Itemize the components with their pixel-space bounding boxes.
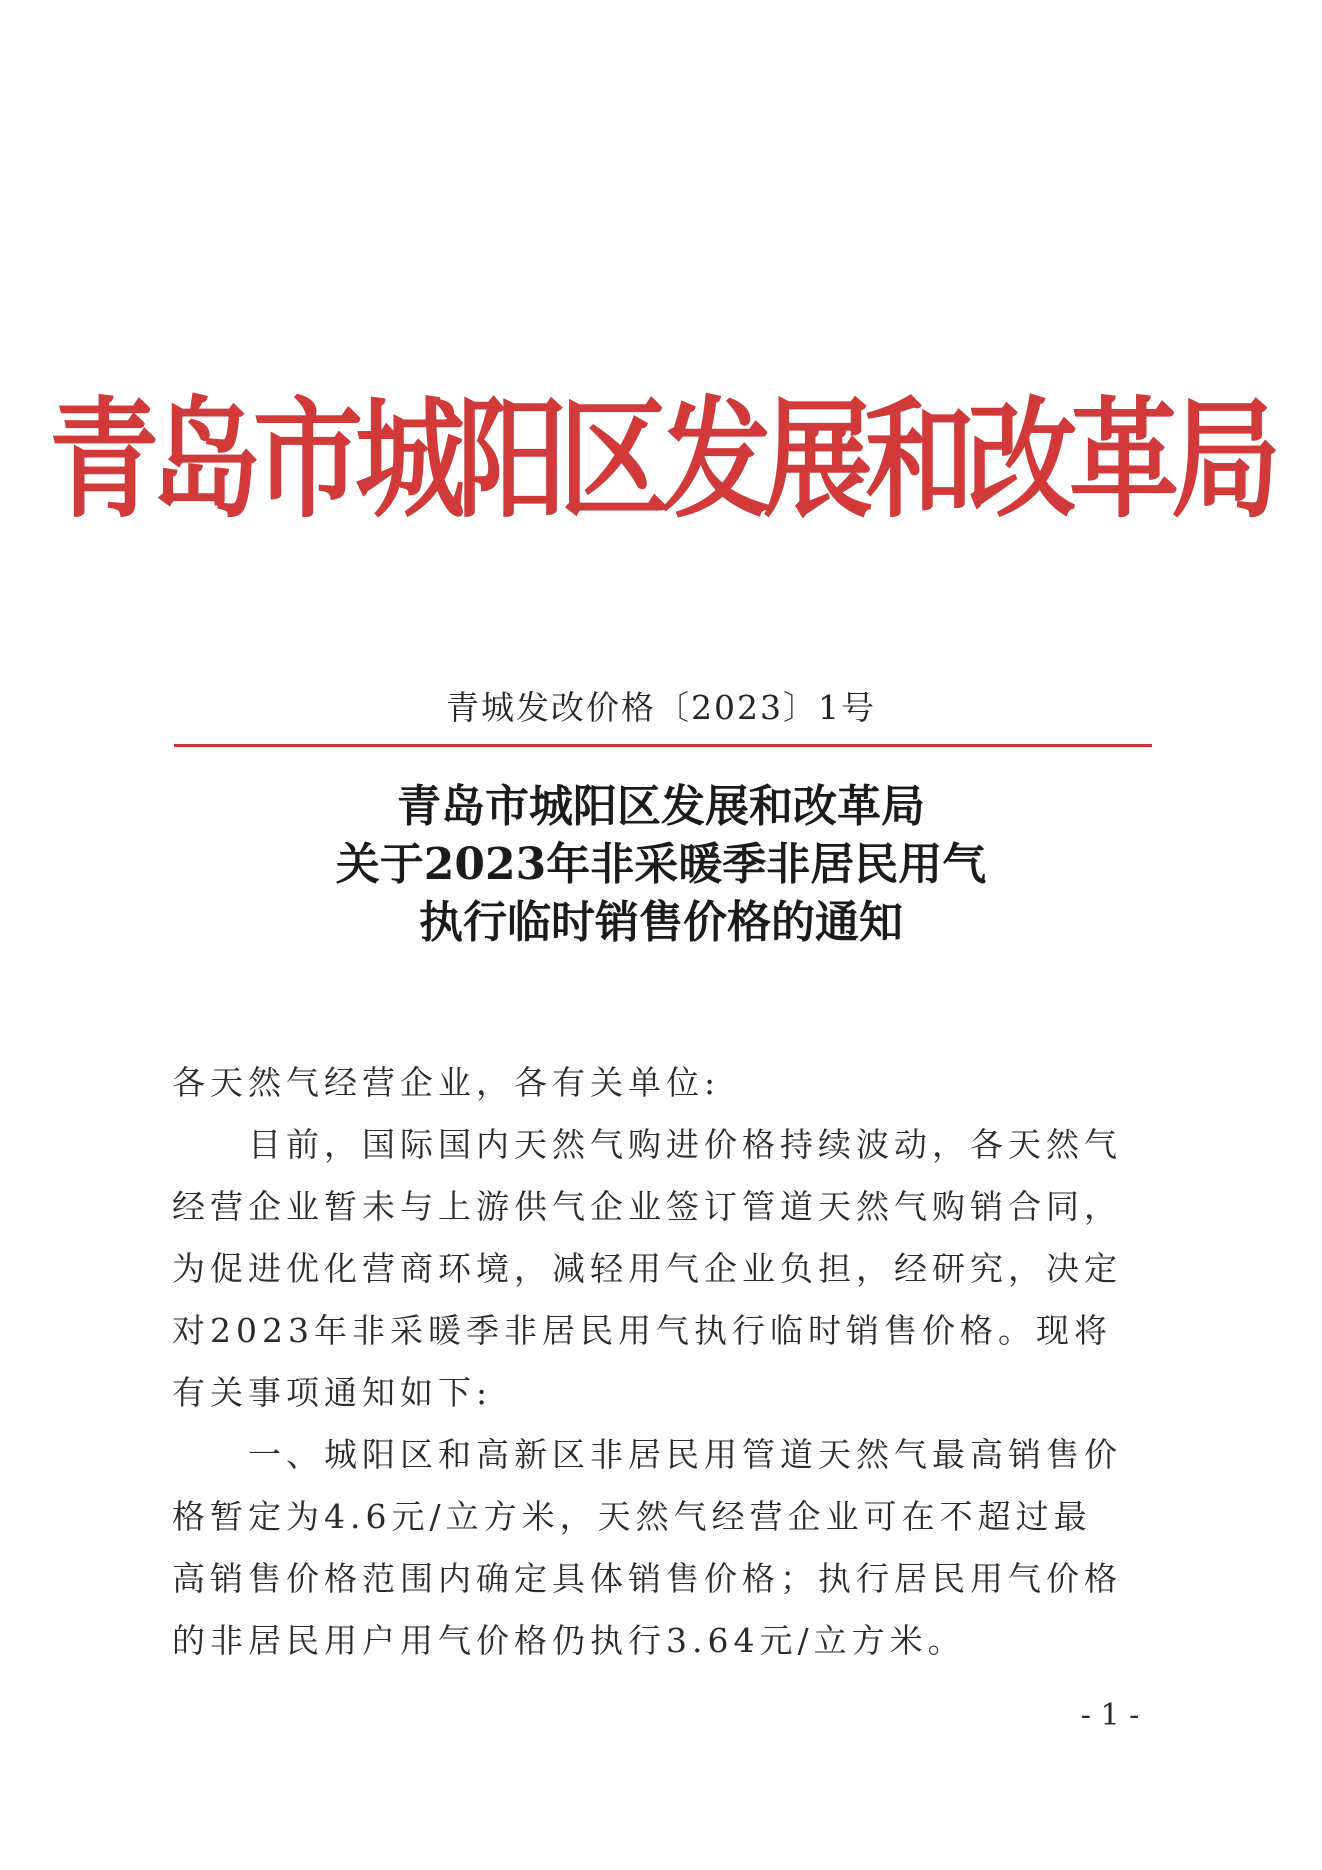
body-paragraph-2: 一、城阳区和高新区非居民用管道天然气最高销售价格暂定为4.6元/立方米，天然气经营企业可在不超过最高销售价格范围内确定具体销售价格；执行居民用气价格的非居民用户用气价格仍执行3.64元/立方米。 bbox=[172, 1435, 1122, 1660]
salutation: 各天然气经营企业，各有关单位: bbox=[172, 1063, 721, 1102]
body-paragraph-1: 目前，国际国内天然气购进价格持续波动，各天然气经营企业暂未与上游供气企业签订管道天然气购销合同，为促进优化营商环境，减轻用气企业负担，经研究，决定对2023年非采暖季非居民用气执行临时销售价格。现将有关事项通知如下: bbox=[172, 1125, 1122, 1412]
title-line-3: 执行临时销售价格的通知 bbox=[419, 897, 903, 948]
title-line-1: 青岛市城阳区发展和改革局 bbox=[397, 781, 925, 832]
red-separator-rule bbox=[174, 744, 1152, 747]
page-number: - 1 - bbox=[1080, 1698, 1140, 1733]
document-body bbox=[172, 1052, 1128, 1672]
title-line-2: 关于2023年非采暖季非居民用气 bbox=[335, 839, 987, 890]
document-number: 青城发改价格〔2023〕1号 bbox=[446, 688, 876, 727]
document-title bbox=[0, 778, 1322, 952]
letterhead-org-name: 青岛市城阳区发展和改革局 bbox=[49, 384, 1273, 536]
